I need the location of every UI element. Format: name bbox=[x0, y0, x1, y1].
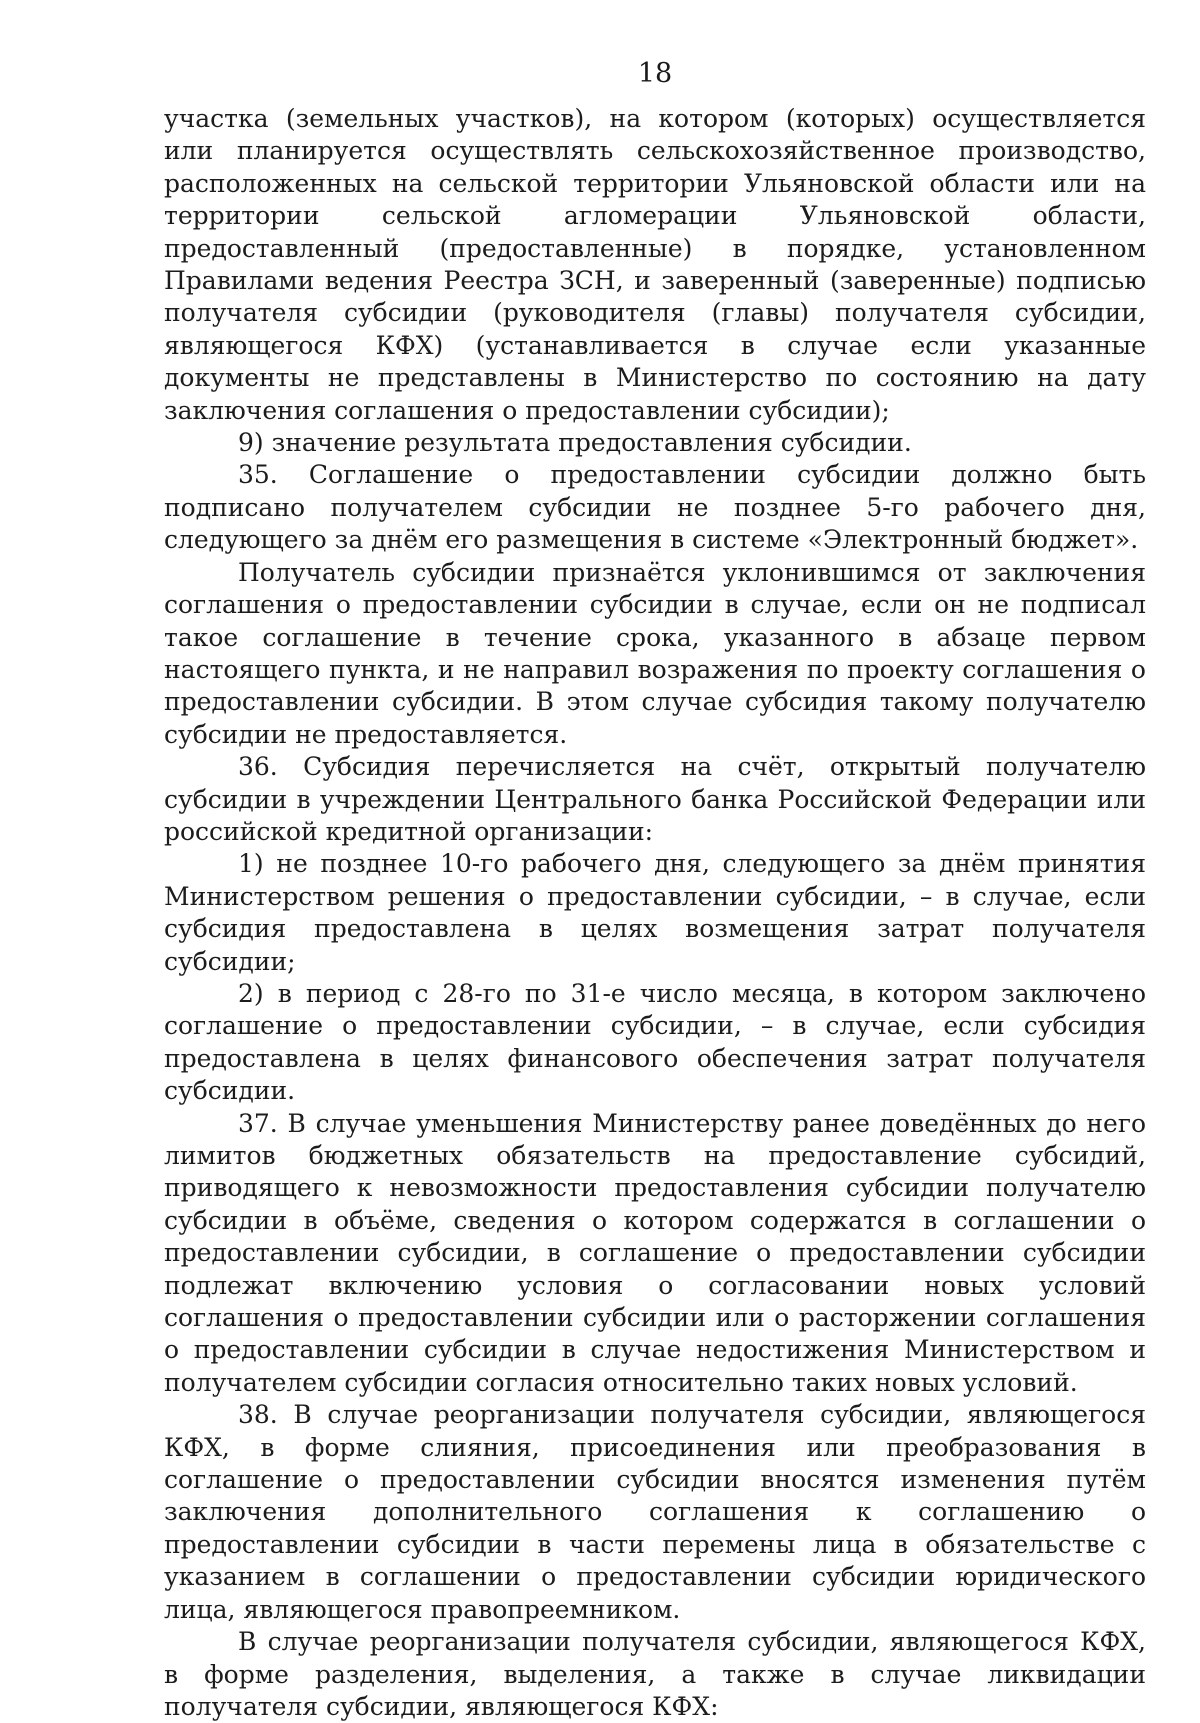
paragraph-clause-35-evasion: Получатель субсидии признаётся уклонившимся от заключения соглашения о предоставлении субсидии в случае, если он не подписал такое соглашение в течение срока, указанного в абзаце первом настоящего пункта, и не направил возражения по проекту соглашения о предоставлении субсидии. В этом случае субсидия такому получателю субсидии не предоставляется. bbox=[164, 557, 1146, 749]
page-number: 18 bbox=[637, 58, 673, 89]
paragraph-clause-36: 36. Субсидия перечисляется на счёт, открытый получателю субсидии в учреждении Центрального банка Российской Федерации или российской кредитной организации: bbox=[164, 752, 1146, 846]
paragraph-clause-36-item-2: 2) в период с 28-го по 31-е число месяца, в котором заключено соглашение о предоставлении субсидии, – в случае, если субсидия предоставлена в целях финансового обеспечения затрат получателя субсидии. bbox=[164, 978, 1146, 1106]
document-body bbox=[164, 103, 1146, 1723]
paragraph-item-9: 9) значение результата предоставления субсидии. bbox=[238, 428, 912, 458]
paragraph-clause-35: 35. Соглашение о предоставлении субсидии должно быть подписано получателем субсидии не позднее 5-го рабочего дня, следующего за днём его размещения в системе «Электронный бюджет». bbox=[164, 460, 1146, 555]
paragraph-clause-38-division: В случае реорганизации получателя субсидии, являющегося КФХ, в форме разделения, выделения, а также в случае ликвидации получателя субсидии, являющегося КФХ: bbox=[164, 1627, 1146, 1721]
paragraph-continuation: участка (земельных участков), на котором (которых) осуществляется или планируется осуществлять сельскохозяйственное производство, расположенных на сельской территории Ульяновской области или на территории сельской агломерации Ульяновской области, предоставленный (предоставленные) в порядке, установленном Правилами ведения Реестра ЗСН, и заверенный (заверенные) подписью получателя субсидии (руководителя (главы) получателя субсидии, являющегося КФХ) (устанавливается в случае если указанные документы не представлены в Министерство по состоянию на дату заключения соглашения о предоставлении субсидии); bbox=[164, 104, 1146, 425]
paragraph-clause-37: 37. В случае уменьшения Министерству ранее доведённых до него лимитов бюджетных обязательств на предоставление субсидий, приводящего к невозможности предоставления субсидии получателю субсидии в объёме, сведения о котором содержатся в соглашении о предоставлении субсидии, в соглашение о предоставлении субсидии подлежат включению условия о согласовании новых условий соглашения о предоставлении субсидии или о расторжении соглашения о предоставлении субсидии в случае недостижения Министерством и получателем субсидии согласия относительно таких новых условий. bbox=[164, 1108, 1146, 1397]
paragraph-clause-36-item-1: 1) не позднее 10-го рабочего дня, следующего за днём принятия Министерством решения о предоставлении субсидии, – в случае, если субсидия предоставлена в целях возмещения затрат получателя субсидии; bbox=[164, 849, 1146, 976]
paragraph-clause-38: 38. В случае реорганизации получателя субсидии, являющегося КФХ, в форме слияния, присоединения или преобразования в соглашение о предоставлении субсидии вносятся изменения путём заключения дополнительного соглашения к соглашению о предоставлении субсидии в части перемены лица в обязательстве с указанием в соглашении о предоставлении субсидии юридического лица, являющегося правопреемником. bbox=[164, 1400, 1146, 1624]
